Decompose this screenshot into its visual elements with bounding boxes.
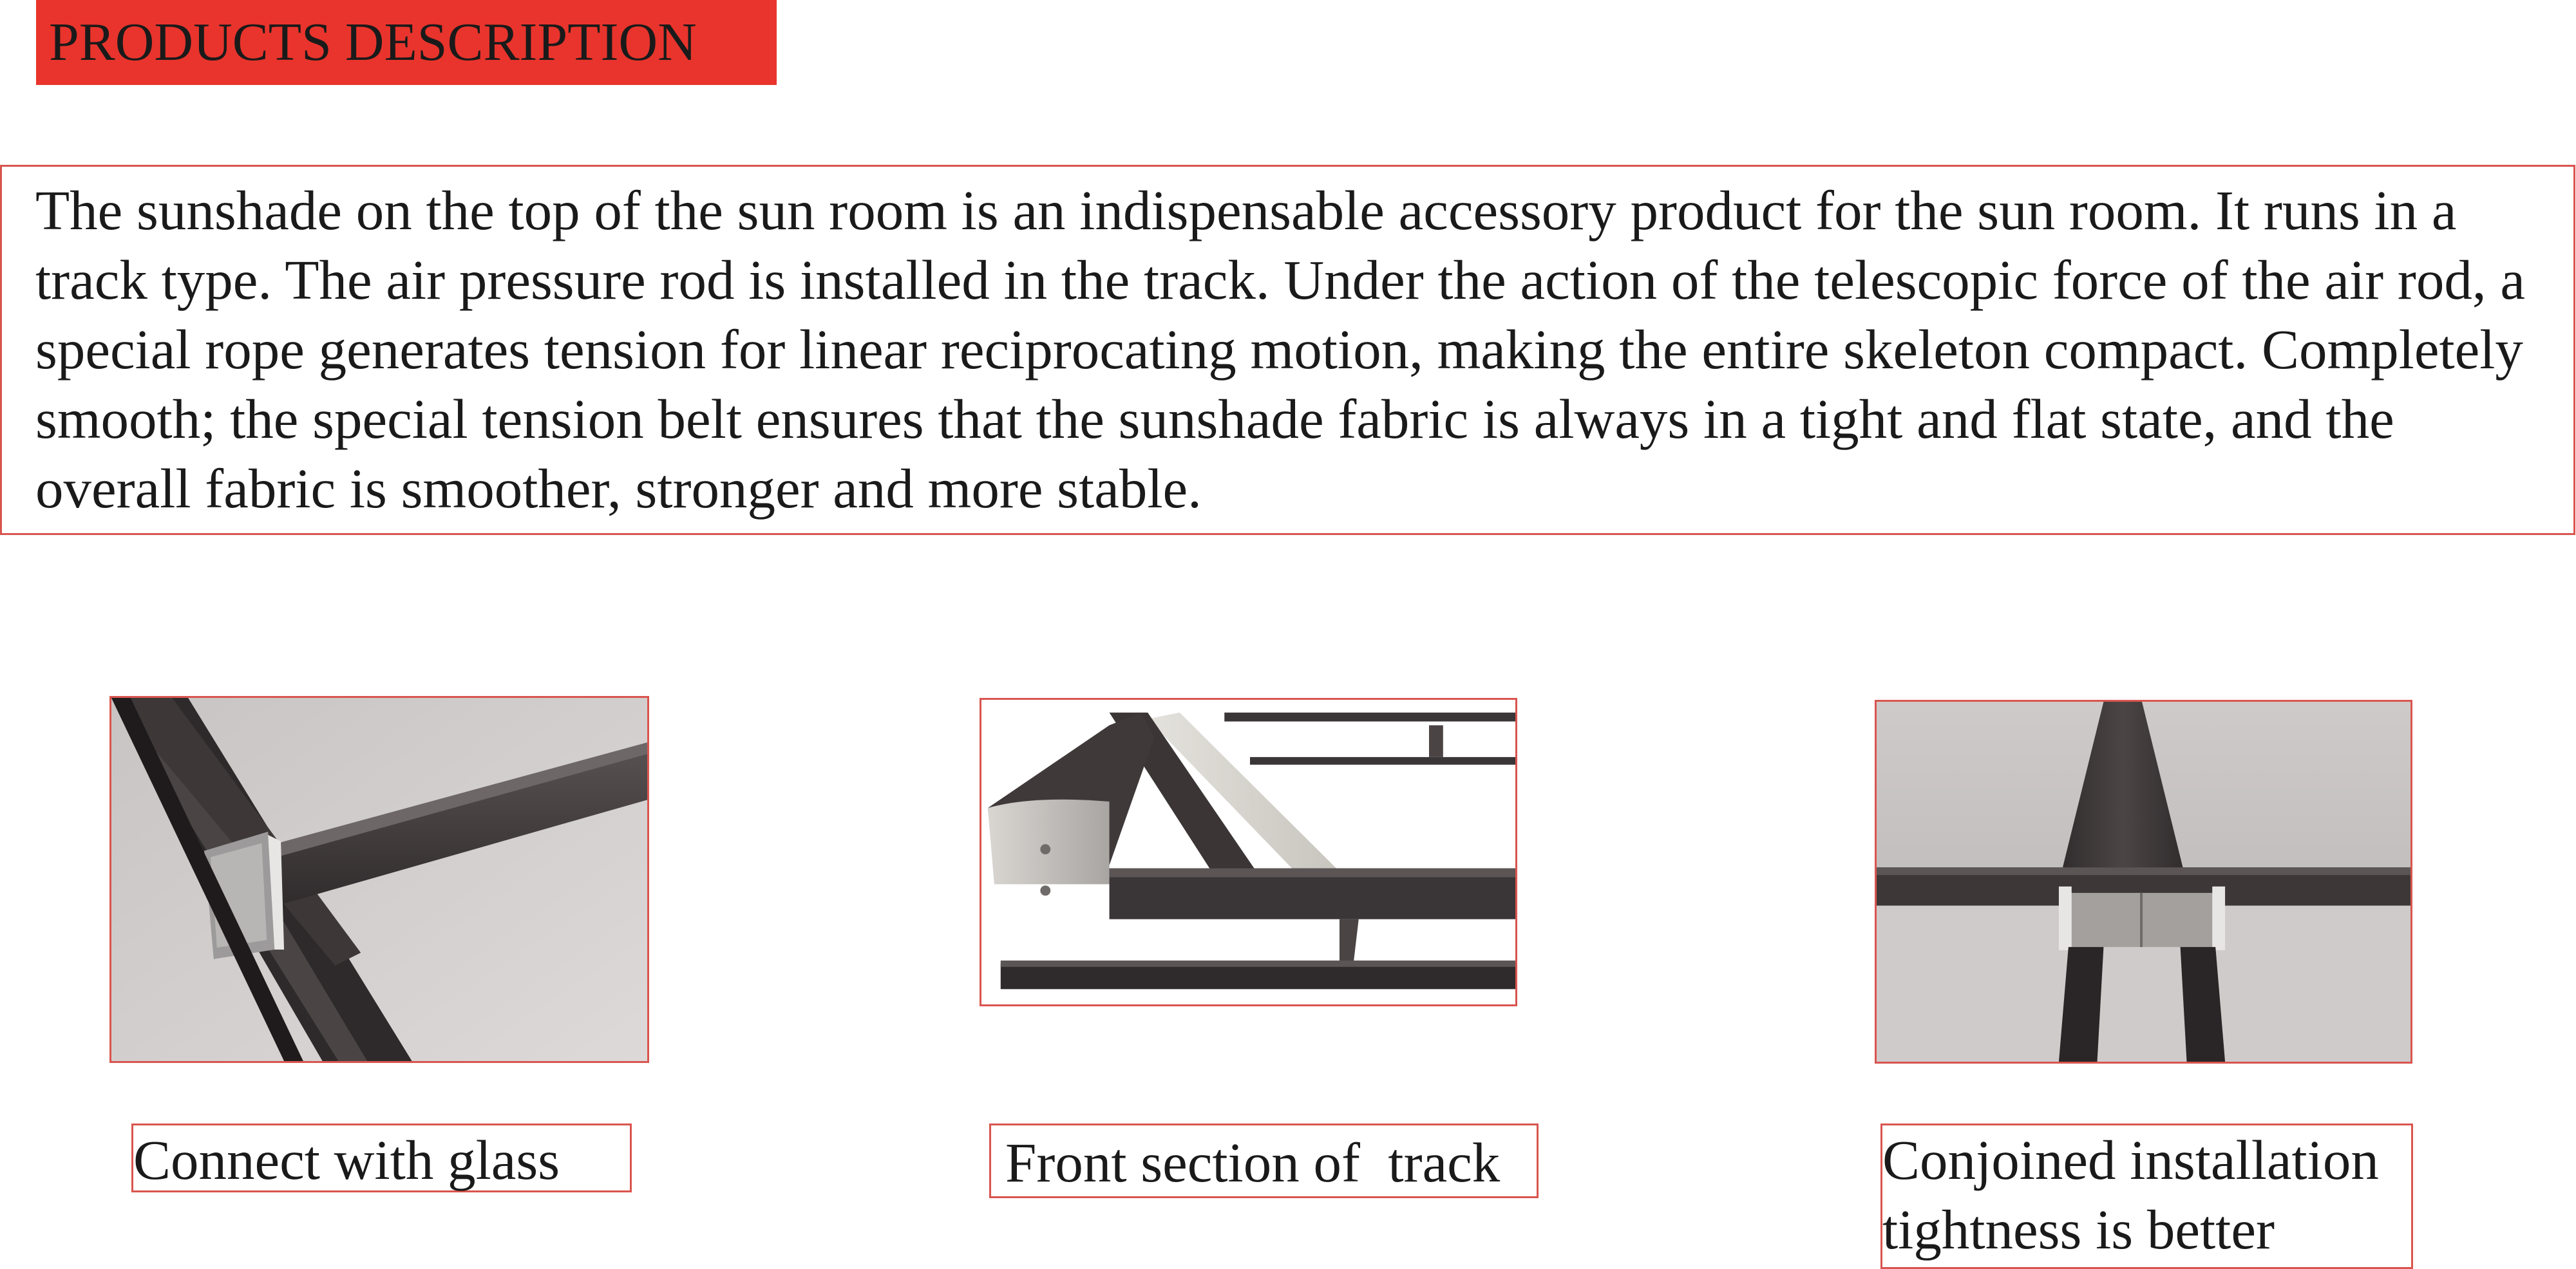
- caption-conjoined-installation: [1880, 1123, 2413, 1269]
- description-box: [0, 165, 2575, 535]
- header-banner: [36, 0, 777, 85]
- track-front-section-photo: [980, 698, 1517, 1006]
- caption-text: Front section of track: [1005, 1131, 1501, 1194]
- caption-line-1: Conjoined installation: [1882, 1129, 2379, 1191]
- caption-front-section-track: [989, 1123, 1539, 1198]
- description-text: The sunshade on the top of the sun room is an indispensable accessory product for the sun room. It runs in a track type. The air pressure rod is installed in the track. Under the action of the telescopic force of the air rod, a special rope generates tension for linear reciprocating motion, making the entire skeleton compact. Completely smooth; the special tension belt ensures that the sunshade fabric is always in a tight and flat state, and the overall fabric is smoother, stronger and more stable.: [35, 179, 2525, 520]
- conjoined-installation-photo: [1875, 700, 2412, 1064]
- caption-text: Connect with glass: [133, 1129, 560, 1191]
- page-title: PRODUCTS DESCRIPTION: [49, 12, 697, 72]
- glass-connection-photo: [109, 696, 649, 1063]
- caption-line-2: tightness is better: [1882, 1198, 2275, 1261]
- caption-connect-with-glass: [131, 1123, 632, 1192]
